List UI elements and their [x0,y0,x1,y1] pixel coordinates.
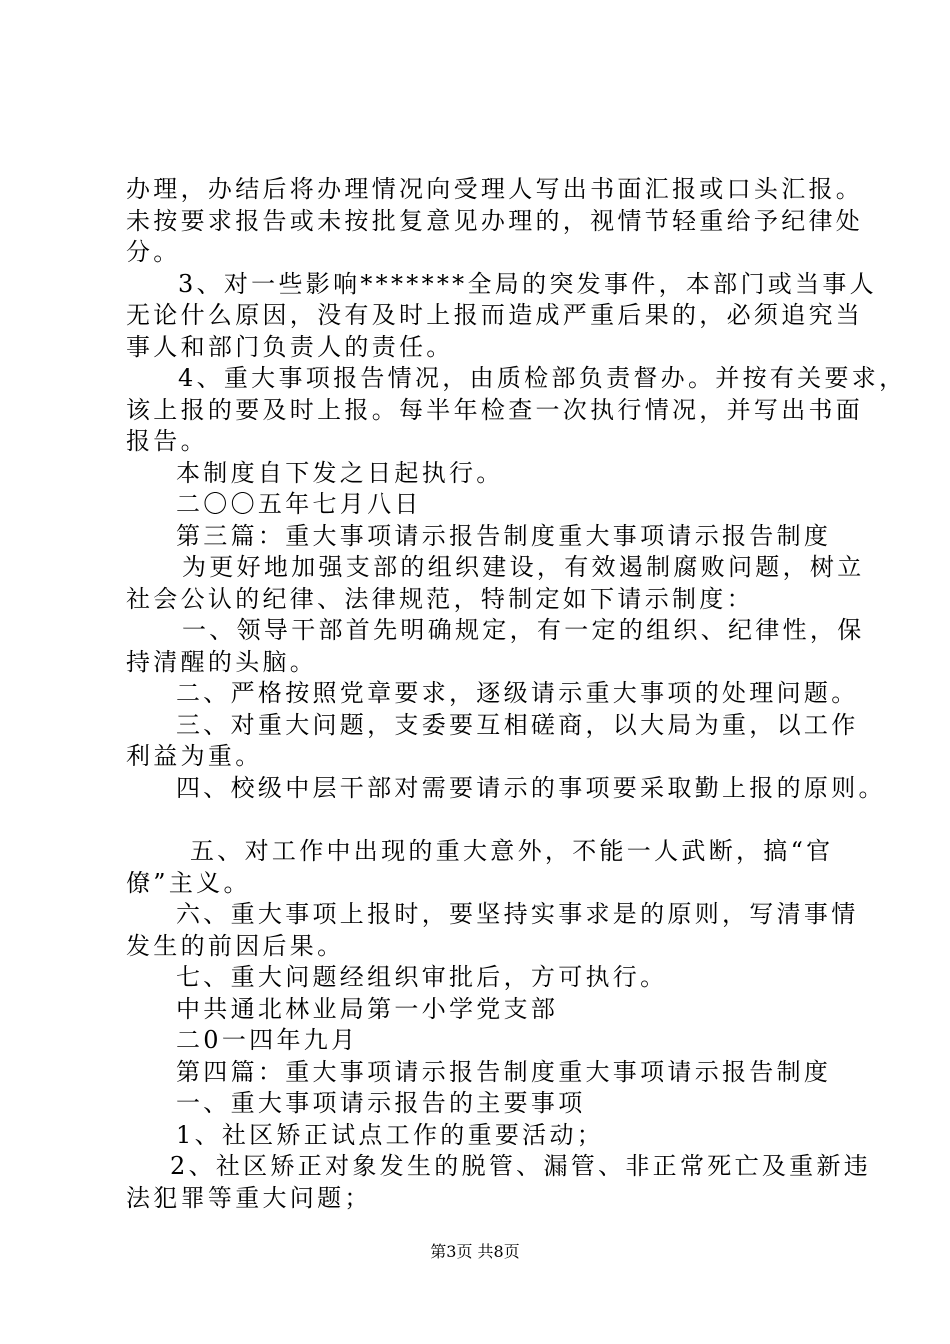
text-line: 本制度自下发之日起执行。 [176,458,504,487]
text-line: 社会公认的纪律、法律规范，特制定如下请示制度： [126,584,754,613]
text-line: 无论什么原因，没有及时上报而造成严重后果的，必须追究当 [126,301,864,329]
text-line: 报告。 [126,427,208,455]
text-line: 分。 [126,238,181,266]
text-line: 2、社区矫正对象发生的脱管、漏管、非正常死亡及重新违 [170,1152,872,1180]
section-heading: 第三篇：重大事项请示报告制度重大事项请示报告制度 [176,521,832,550]
document-body [126,174,907,1214]
text-line: 1、社区矫正试点工作的重要活动； [176,1120,605,1149]
text-line: 僚”主义。 [126,868,251,897]
text-line: 事人和部门负责人的责任。 [126,332,454,361]
text-line: 六、重大事项上报时，要坚持实事求是的原则，写清事情 [176,900,859,928]
text-line: 3、对一些影响*******全局的突发事件，本部门或当事人 [178,269,877,298]
text-line: 该上报的要及时上报。每半年检查一次执行情况，并写出书面 [126,395,864,424]
section-heading: 第四篇：重大事项请示报告制度重大事项请示报告制度 [176,1057,832,1086]
text-line: 五、对工作中出现的重大意外，不能一人武断，搞“官 [190,837,834,865]
text-line: 四、校级中层干部对需要请示的事项要采取勤上报的原则。 [176,773,886,802]
page-number: 第3页 共8页 [430,1242,520,1261]
text-line: 一、领导干部首先明确规定，有一定的组织、纪律性，保 [182,616,865,644]
text-line: 为更好地加强支部的组织建设，有效遏制腐败问题，树立 [182,553,865,581]
text-line: 办理，办结后将办理情况向受理人写出书面汇报或口头汇报。 [126,175,864,203]
date-line: 二〇〇五年七月八日 [176,490,422,518]
text-line: 一、重大事项请示报告的主要事项 [176,1089,586,1117]
text-line: 利益为重。 [126,742,263,770]
text-line: 三、对重大问题，支委要互相磋商，以大局为重，以工作 [176,710,859,739]
blank-line [126,804,841,836]
text-line: 未按要求报告或未按批复意见办理的，视情节轻重给予纪律处 [126,206,864,235]
text-line: 持清醒的头脑。 [126,647,318,676]
date-line: 二0一四年九月 [176,1026,359,1054]
text-line: 法犯罪等重大问题； [126,1183,372,1212]
text-line: 七、重大问题经组织审批后，方可执行。 [176,963,668,991]
text-line: 二、严格按照党章要求，逐级请示重大事项的处理问题。 [176,679,859,707]
text-line: 4、重大事项报告情况，由质检部负责督办。并按有关要求， [178,364,907,392]
text-line: 发生的前因后果。 [126,931,345,960]
signature-line: 中共通北林业局第一小学党支部 [176,994,559,1023]
